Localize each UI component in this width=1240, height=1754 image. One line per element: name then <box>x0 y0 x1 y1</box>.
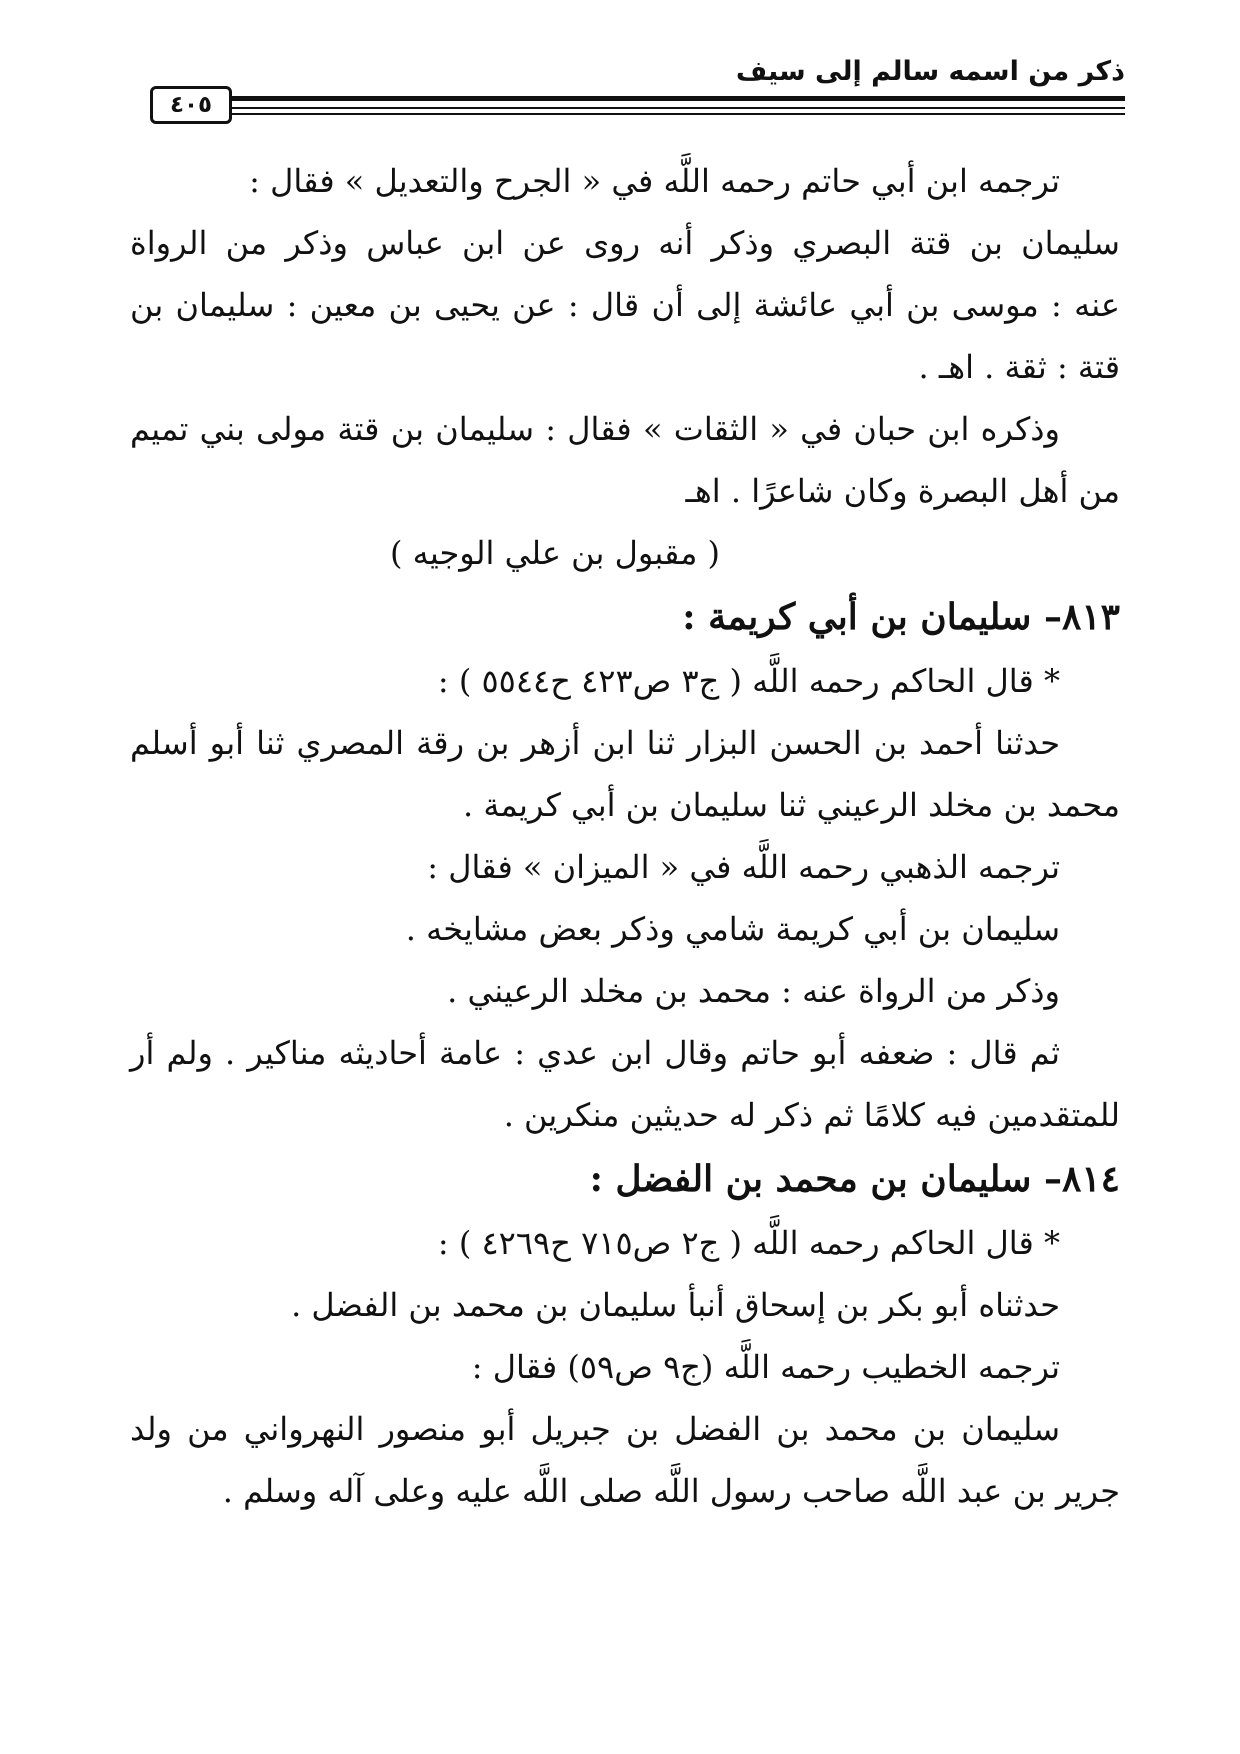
text-line: وذكره ابن حبان في « الثقات » فقال : سليمان بن قتة مولى بني تميم <box>130 410 1060 448</box>
text-line: جرير بن عبد اللَّه صاحب رسول اللَّه صلى اللَّه عليه وعلى آله وسلم . <box>222 1472 1120 1510</box>
text-line: محمد بن مخلد الرعيني ثنا سليمان بن أبي كريمة . <box>463 786 1120 824</box>
reviewer-note: ( مقبول بن علي الوجيه ) <box>390 534 720 572</box>
text-line: ترجمه ابن أبي حاتم رحمه اللَّه في « الجرح والتعديل » فقال : <box>249 162 1060 200</box>
entry-heading-814: ٨١٤– سليمان بن محمد بن الفضل : <box>589 1158 1120 1200</box>
text-line: قتة : ثقة . اهـ . <box>918 348 1120 386</box>
page-number: ٤٠٥ <box>150 86 232 124</box>
text-line: عنه : موسى بن أبي عائشة إلى أن قال : عن يحيى بن معين : سليمان بن <box>130 286 1120 324</box>
header-rule-thick <box>232 96 1125 101</box>
text-line: سليمان بن قتة البصري وذكر أنه روى عن ابن عباس وذكر من الرواة <box>130 224 1120 262</box>
text-line: من أهل البصرة وكان شاعرًا . اهـ <box>685 472 1120 510</box>
text-line: سليمان بن أبي كريمة شامي وذكر بعض مشايخه . <box>405 910 1060 948</box>
header-rule-thin <box>232 107 1125 109</box>
text-line: * قال الحاكم رحمه اللَّه ( ج٣ ص٤٢٣ ح٥٥٤٤ ) : <box>437 662 1060 700</box>
text-line: حدثناه أبو بكر بن إسحاق أنبأ سليمان بن محمد بن الفضل . <box>291 1286 1060 1324</box>
text-line: ثم قال : ضعفه أبو حاتم وقال ابن عدي : عامة أحاديثه مناكير . ولم أر <box>130 1034 1060 1072</box>
text-line: حدثنا أحمد بن الحسن البزار ثنا ابن أزهر بن رقة المصري ثنا أبو أسلم <box>130 724 1061 762</box>
header-rule-thin-lower <box>232 113 1125 115</box>
running-title: ذكر من اسمه سالم إلى سيف <box>735 56 1125 87</box>
text-line: ترجمه الذهبي رحمه اللَّه في « الميزان » فقال : <box>427 848 1060 886</box>
text-line: * قال الحاكم رحمه اللَّه ( ج٢ ص٧١٥ ح٤٢٦٩ ) : <box>437 1224 1060 1262</box>
entry-heading-813: ٨١٣– سليمان بن أبي كريمة : <box>682 596 1120 638</box>
page-header <box>150 50 1125 130</box>
page-body <box>130 150 1120 1522</box>
text-line: وذكر من الرواة عنه : محمد بن مخلد الرعيني . <box>447 972 1060 1010</box>
text-line: ترجمه الخطيب رحمه اللَّه (ج٩ ص٥٩) فقال : <box>471 1348 1060 1386</box>
text-line: للمتقدمين فيه كلامًا ثم ذكر له حديثين منكرين . <box>503 1096 1120 1134</box>
text-line: سليمان بن محمد بن الفضل بن جبريل أبو منصور النهرواني من ولد <box>130 1410 1060 1448</box>
